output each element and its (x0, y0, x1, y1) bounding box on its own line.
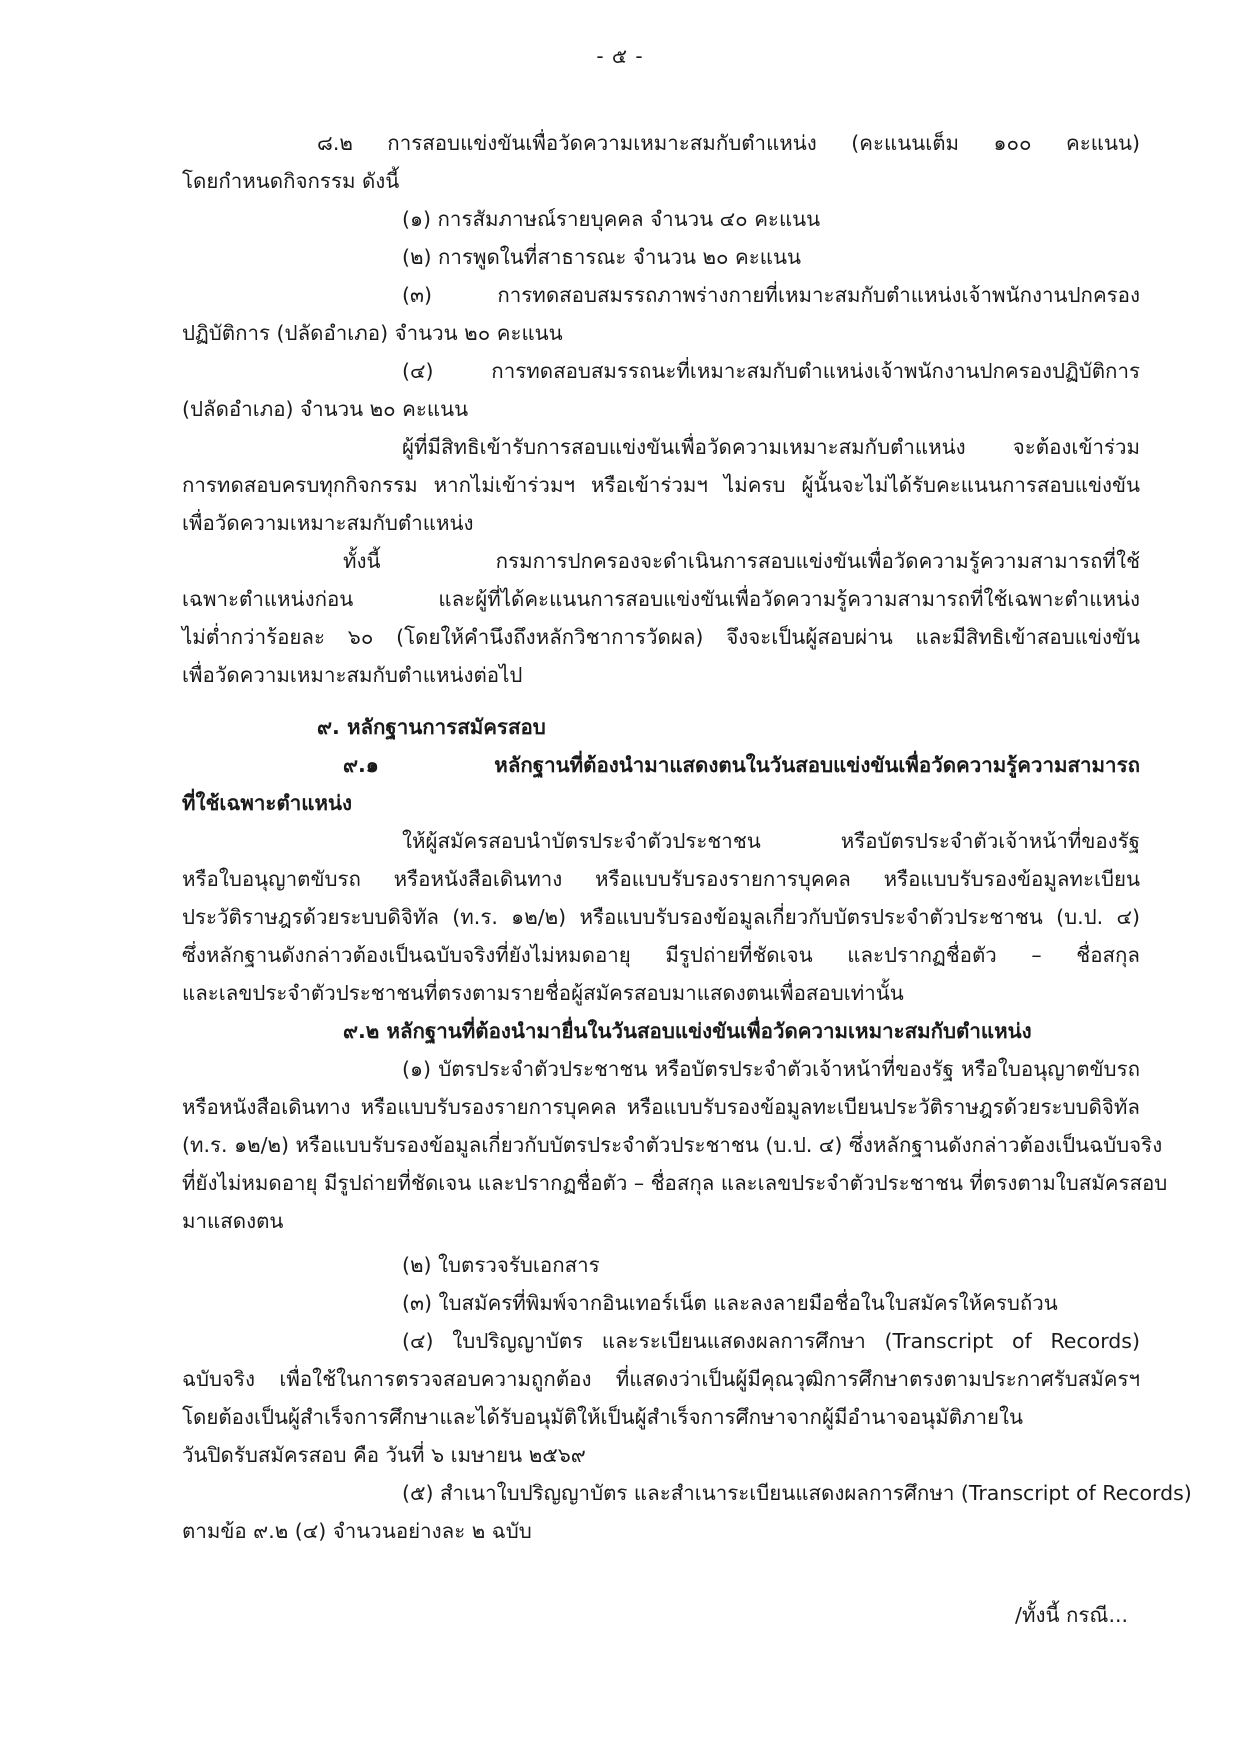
procedure-paragraph-line-4: เพื่อวัดความเหมาะสมกับตำแหน่งต่อไป (182, 663, 523, 687)
activity-item-1: (๑) การสัมภาษณ์รายบุคคล จำนวน ๔๐ คะแนน (402, 207, 821, 231)
doc-item-2: (๒) ใบตรวจรับเอกสาร (402, 1253, 600, 1277)
activity-item-3-cont: ปฏิบัติการ (ปลัดอำเภอ) จำนวน ๒๐ คะแนน (182, 321, 563, 345)
section-9-1-body-line-1: ให้ผู้สมัครสอบนำบัตรประจำตัวประชาชน หรือบัตรประจำตัวเจ้าหน้าที่ของรัฐ (402, 829, 1140, 853)
eligibility-paragraph-line-3: เพื่อวัดความเหมาะสมกับตำแหน่ง (182, 511, 474, 535)
doc-item-1-line-3: (ท.ร. ๑๒/๒) หรือแบบรับรองข้อมูลเกี่ยวกับบัตรประจำตัวประชาชน (บ.ป. ๔) ซึ่งหลักฐานดังกล่าวต้องเป็นฉบับจริง (182, 1133, 1163, 1157)
section-8-2-heading: ๘.๒ การสอบแข่งขันเพื่อวัดความเหมาะสมกับตำแหน่ง (คะแนนเต็ม ๑๐๐ คะแนน) (317, 131, 1140, 155)
doc-item-5-line-1: (๕) สำเนาใบปริญญาบัตร และสำเนาระเบียนแสดงผลการศึกษา (Transcript of Records) (402, 1481, 1192, 1505)
section-9-heading: ๙. หลักฐานการสมัครสอบ (317, 715, 546, 739)
next-page-continuation: /ทั้งนี้ กรณี... (1015, 1603, 1128, 1627)
section-8-2-heading-cont: โดยกำหนดกิจกรรม ดังนี้ (182, 169, 400, 193)
doc-item-4-line-1: (๔) ใบปริญญาบัตร และระเบียนแสดงผลการศึกษา (Transcript of Records) (402, 1329, 1140, 1353)
doc-item-1-line-1: (๑) บัตรประจำตัวประชาชน หรือบัตรประจำตัวเจ้าหน้าที่ของรัฐ หรือใบอนุญาตขับรถ (402, 1057, 1140, 1081)
section-9-1-heading: ๙.๑ หลักฐานที่ต้องนำมาแสดงตนในวันสอบแข่งขันเพื่อวัดความรู้ความสามารถ (343, 753, 1140, 777)
doc-item-3: (๓) ใบสมัครที่พิมพ์จากอินเทอร์เน็ต และลงลายมือชื่อในใบสมัครให้ครบถ้วน (402, 1291, 1058, 1315)
doc-item-1-line-5: มาแสดงตน (182, 1209, 284, 1233)
section-9-2-heading: ๙.๒ หลักฐานที่ต้องนำมายื่นในวันสอบแข่งขันเพื่อวัดความเหมาะสมกับตำแหน่ง (343, 1019, 1032, 1043)
doc-item-1-line-2: หรือหนังสือเดินทาง หรือแบบรับรองรายการบุคคล หรือแบบรับรองข้อมูลทะเบียนประวัติราษฎรด้วยระบบดิจิทัล (182, 1095, 1140, 1119)
section-9-1-body-line-4: ซึ่งหลักฐานดังกล่าวต้องเป็นฉบับจริงที่ยังไม่หมดอายุ มีรูปถ่ายที่ชัดเจน และปรากฏชื่อตัว – ชื่อสกุล (182, 943, 1140, 967)
procedure-paragraph-line-1: ทั้งนี้ กรมการปกครองจะดำเนินการสอบแข่งขันเพื่อวัดความรู้ความสามารถที่ใช้ (343, 549, 1140, 573)
section-9-1-body-line-3: ประวัติราษฎรด้วยระบบดิจิทัล (ท.ร. ๑๒/๒) หรือแบบรับรองข้อมูลเกี่ยวกับบัตรประจำตัวประชาชน (บ.ป. ๔) (182, 905, 1140, 929)
page-number: - ๕ - (596, 44, 644, 68)
eligibility-paragraph-line-1: ผู้ที่มีสิทธิเข้ารับการสอบแข่งขันเพื่อวัดความเหมาะสมกับตำแหน่ง จะต้องเข้าร่วม (402, 435, 1140, 459)
procedure-paragraph-line-3: ไม่ต่ำกว่าร้อยละ ๖๐ (โดยให้คำนึงถึงหลักวิชาการวัดผล) จึงจะเป็นผู้สอบผ่าน และมีสิทธิเข้าสอบแข่งขัน (182, 625, 1140, 649)
activity-item-3: (๓) การทดสอบสมรรถภาพร่างกายที่เหมาะสมกับตำแหน่งเจ้าพนักงานปกครอง (402, 283, 1140, 307)
activity-item-4-cont: (ปลัดอำเภอ) จำนวน ๒๐ คะแนน (182, 397, 469, 421)
activity-item-4: (๔) การทดสอบสมรรถนะที่เหมาะสมกับตำแหน่งเจ้าพนักงานปกครองปฏิบัติการ (402, 359, 1140, 383)
procedure-paragraph-line-2: เฉพาะตำแหน่งก่อน และผู้ที่ได้คะแนนการสอบแข่งขันเพื่อวัดความรู้ความสามารถที่ใช้เฉพาะตำแหน่ง (182, 587, 1140, 611)
doc-item-4-line-4: วันปิดรับสมัครสอบ คือ วันที่ ๖ เมษายน ๒๕๖๙ (182, 1443, 586, 1467)
doc-item-4-line-3: โดยต้องเป็นผู้สำเร็จการศึกษาและได้รับอนุมัติให้เป็นผู้สำเร็จการศึกษาจากผู้มีอำนาจอนุมัติภายใน (182, 1405, 1024, 1429)
activity-item-2: (๒) การพูดในที่สาธารณะ จำนวน ๒๐ คะแนน (402, 245, 802, 269)
section-9-1-body-line-5: และเลขประจำตัวประชาชนที่ตรงตามรายชื่อผู้สมัครสอบมาแสดงตนเพื่อสอบเท่านั้น (182, 981, 904, 1005)
eligibility-paragraph-line-2: การทดสอบครบทุกกิจกรรม หากไม่เข้าร่วมฯ หรือเข้าร่วมฯ ไม่ครบ ผู้นั้นจะไม่ได้รับคะแนนการสอบแข่งขัน (182, 473, 1140, 497)
doc-item-5-line-2: ตามข้อ ๙.๒ (๔) จำนวนอย่างละ ๒ ฉบับ (182, 1519, 532, 1543)
doc-item-4-line-2: ฉบับจริง เพื่อใช้ในการตรวจสอบความถูกต้อง ที่แสดงว่าเป็นผู้มีคุณวุฒิการศึกษาตรงตามประกาศรับสมัครฯ (182, 1367, 1140, 1391)
doc-item-1-line-4: ที่ยังไม่หมดอายุ มีรูปถ่ายที่ชัดเจน และปรากฏชื่อตัว – ชื่อสกุล และเลขประจำตัวประชาชน ที่ตรงตามใบสมัครสอบ (182, 1171, 1168, 1195)
section-9-1-heading-cont: ที่ใช้เฉพาะตำแหน่ง (182, 791, 353, 815)
section-9-1-body-line-2: หรือใบอนุญาตขับรถ หรือหนังสือเดินทาง หรือแบบรับรองรายการบุคคล หรือแบบรับรองข้อมูลทะเบียน (182, 867, 1140, 891)
